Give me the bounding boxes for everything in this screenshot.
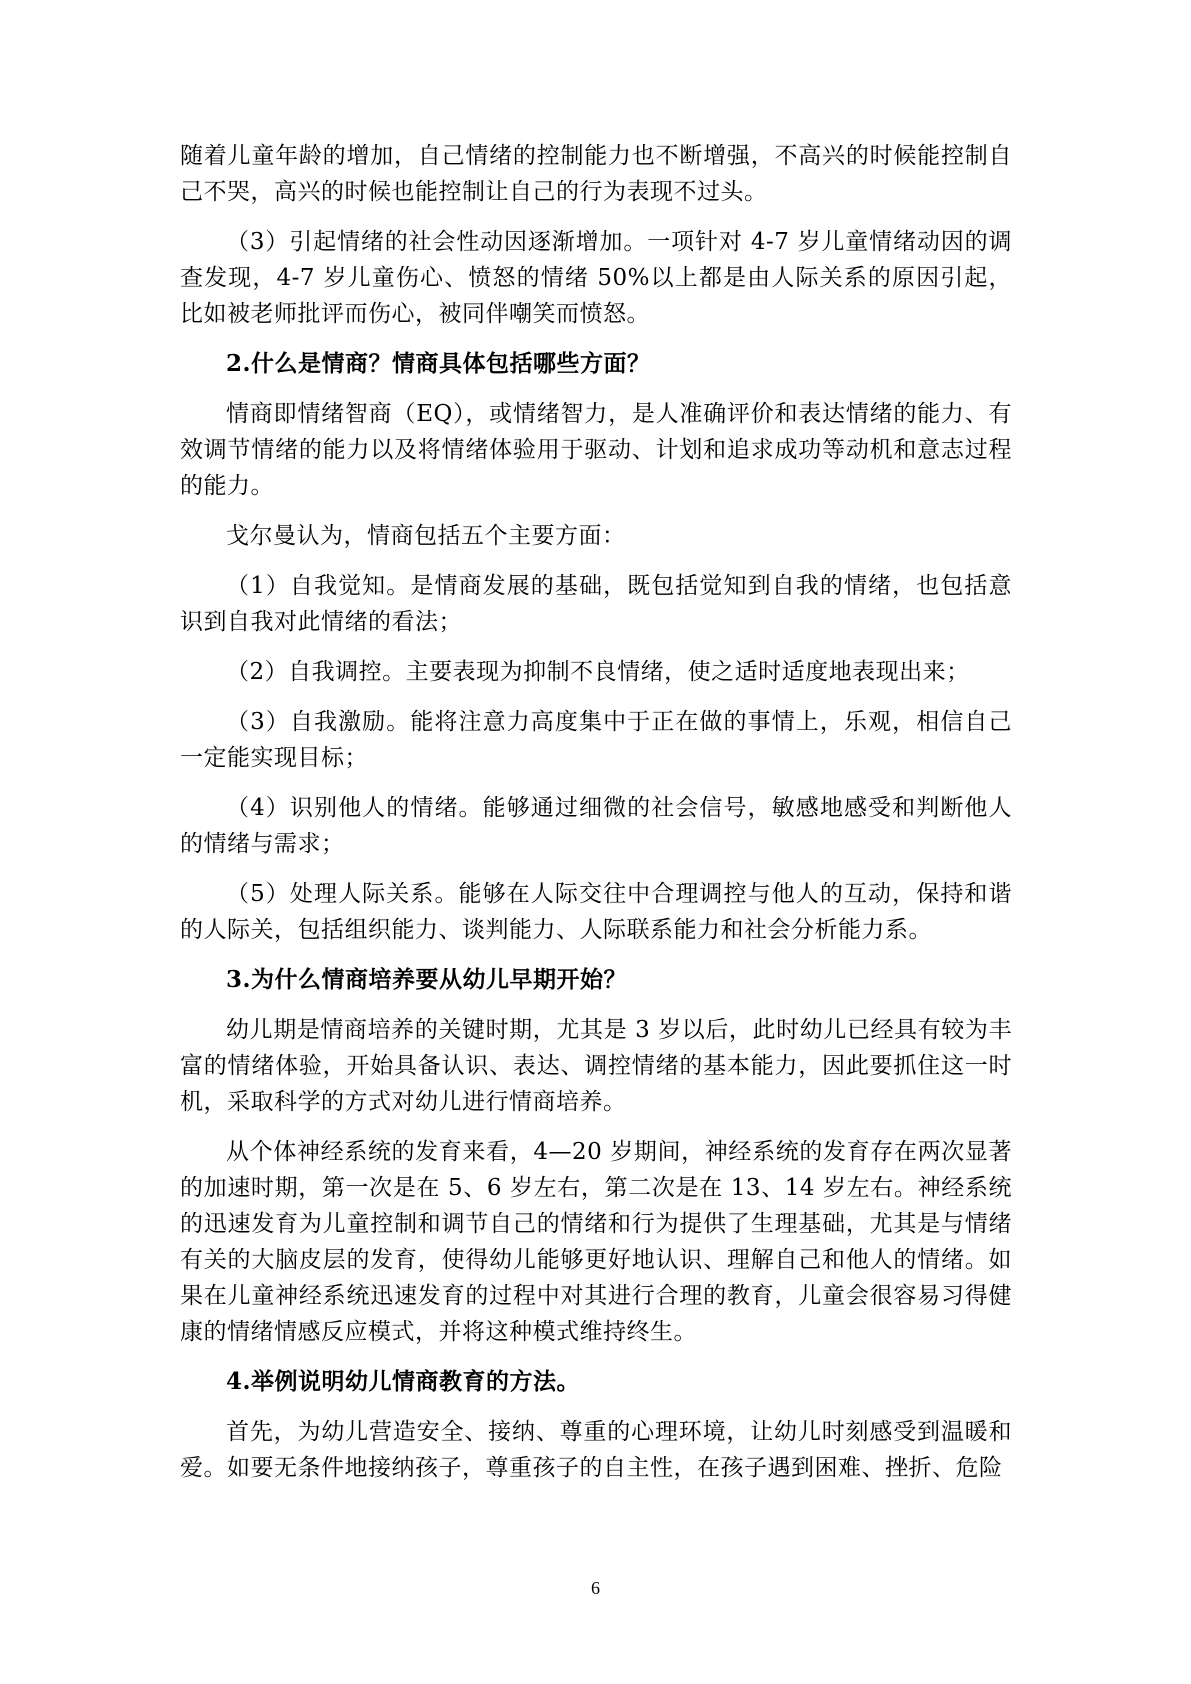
heading-eq-methods: 4.举例说明幼儿情商教育的方法。 <box>226 1368 581 1395</box>
heading-what-is-eq: 2.什么是情商？情商具体包括哪些方面？ <box>226 350 651 377</box>
paragraph-goleman-intro: 戈尔曼认为，情商包括五个主要方面： <box>226 523 626 549</box>
page-content <box>180 138 1012 1500</box>
paragraph-eq-definition: 情商即情绪智商（EQ），或情绪智力，是人准确评价和表达情绪的能力、有效调节情绪的能力以及将情绪体验用于驱动、计划和追求成功等动机和意志过程的能力。 <box>180 401 1012 499</box>
heading-why-early: 3.为什么情商培养要从幼儿早期开始？ <box>226 966 628 993</box>
page-number: 6 <box>591 1578 600 1598</box>
list-item-relationships: （5）处理人际关系。能够在人际交往中合理调控与他人的互动，保持和谐的人际关，包括组织能力、谈判能力、人际联系能力和社会分析能力系。 <box>180 881 1012 943</box>
paragraph-social-motives: （3）引起情绪的社会性动因逐渐增加。一项针对 4-7 岁儿童情绪动因的调查发现，4-7 岁儿童伤心、愤怒的情绪 50%以上都是由人际关系的原因引起，比如被老师批评而伤心，被同伴嘲笑而愤怒。 <box>180 229 1012 327</box>
list-item-self-awareness: （1）自我觉知。是情商发展的基础，既包括觉知到自我的情绪，也包括意识到自我对此情绪的看法； <box>180 573 1012 635</box>
paragraph-methods-first: 首先，为幼儿营造安全、接纳、尊重的心理环境，让幼儿时刻感受到温暖和爱。如要无条件地接纳孩子，尊重孩子的自主性，在孩子遇到困难、挫折、危险 <box>180 1419 1012 1481</box>
paragraph-key-period: 幼儿期是情商培养的关键时期，尤其是 3 岁以后，此时幼儿已经具有较为丰富的情绪体验，开始具备认识、表达、调控情绪的基本能力，因此要抓住这一时机，采取科学的方式对幼儿进行情商培养。 <box>180 1017 1012 1115</box>
paragraph-nervous-system: 从个体神经系统的发育来看，4—20 岁期间，神经系统的发育存在两次显著的加速时期，第一次是在 5、6 岁左右，第二次是在 13、14 岁左右。神经系统的迅速发育为儿童控制和调节自己的情绪和行为提供了生理基础，尤其是与情绪有关的大脑皮层的发育，使得幼儿能够更好地认识、理解自己和他人的情绪。如果在儿童神经系统迅速发育的过程中对其进行合理的教育，儿童会很容易习得健康的情绪情感反应模式，并将这种模式维持终生。 <box>180 1139 1012 1345</box>
list-item-recognize-others: （4）识别他人的情绪。能够通过细微的社会信号，敏感地感受和判断他人的情绪与需求； <box>180 795 1012 857</box>
list-item-self-motivation: （3）自我激励。能将注意力高度集中于正在做的事情上，乐观，相信自己一定能实现目标； <box>180 709 1012 771</box>
list-item-self-regulation: （2）自我调控。主要表现为抑制不良情绪，使之适时适度地表现出来； <box>226 659 970 685</box>
paragraph-emotion-control: 随着儿童年龄的增加，自己情绪的控制能力也不断增强，不高兴的时候能控制自己不哭，高兴的时候也能控制让自己的行为表现不过头。 <box>180 143 1012 205</box>
